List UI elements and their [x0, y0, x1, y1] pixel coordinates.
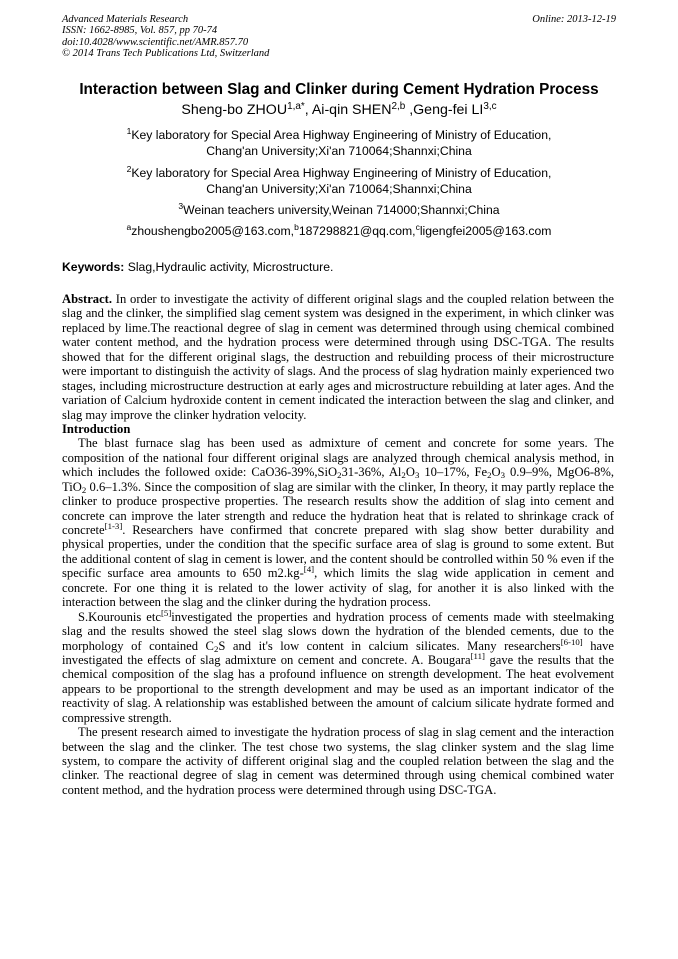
superscript: 1,a* — [287, 101, 305, 112]
superscript: 3,c — [483, 101, 497, 112]
authors — [0, 102, 678, 118]
subscript: 2 — [487, 470, 492, 481]
text-run: gave the results that the chemical composition of the slag has a profound influence on strength development. The heat evolvement appears to be proportional to the strength development and may be used as an important indicator of the reactivity of slag. A relationship was established between the amount of calcium silicate hydrate formed and compressive strength. — [62, 652, 614, 725]
text-run: Abstract. — [62, 292, 113, 306]
text-run: 10–17%, Fe — [419, 465, 488, 480]
subscript: 2 — [401, 470, 406, 481]
online-date: Online: 2013-12-19 — [532, 14, 616, 25]
text-run: Weinan teachers university,Weinan 714000;Shannxi;China — [183, 203, 500, 217]
subscript: 3 — [414, 470, 420, 481]
text-run: , which limits the slag wide application in cement and concrete. For one thing it is related to the lower activity of slag, for another it is also linked with the interaction between the slag and the clinker during the hydration process. — [62, 566, 614, 610]
text-run: ,Geng-fei LI — [405, 102, 484, 118]
superscript: 2 — [126, 164, 132, 174]
paragraph — [62, 725, 614, 797]
doi: doi:10.4028/www.scientific.net/AMR.857.70 — [62, 36, 249, 48]
text-run: ligengfei2005@163.com — [419, 224, 552, 238]
superscript: [6-10] — [560, 636, 583, 647]
issn: ISSN: 1662-8985, Vol. 857, pp 70-74 — [62, 25, 218, 37]
text-run: Sheng-bo ZHOU — [181, 102, 288, 118]
affiliation-1 — [100, 128, 578, 159]
superscript: [4] — [303, 564, 315, 575]
text-run: In order to investigate the activity of different original slags and the coupled relation between the slag and the clinker, the simplified slag cement system was designed in the experiment, in which clinker was replaced by lime.The reactional degree of slag in cement was determined through using chemical combined water content method, and the hydration process were determined through using DSC-TGA. The results showed that for the different original slags, the destruction and rebuilding process of their microstructure were important to distinguish the activity of slags. And the process of slag hydration mainly experienced two stages, including microstructure destruction at early ages and microstructure rebuilding at later ages. And the variation of Calcium hydroxide content in cement indicated the interaction between the slag and clinker, and slag may improve the clinker hydration velocity. — [62, 292, 614, 422]
superscript: 1 — [126, 126, 132, 136]
text-run: Introduction — [62, 421, 131, 436]
journal-name: Advanced Materials Research — [62, 14, 189, 25]
text-run: investigated the properties and hydration process of cements made with steelmaking slag and the results showed the steel slag slows down the hydration of the blended cements, due to the morphology of contained C — [62, 609, 614, 653]
text-run: The blast furnace slag has been used as admixture of cement and concrete for some years. The composition of the national four different original slags are analyzed through chemical analysis method, in which includes the followed oxide: CaO36-39%,SiO — [62, 436, 614, 480]
superscript: [11] — [470, 650, 485, 661]
text-run: 0.9–9%, MgO6-8%, TiO — [62, 465, 614, 494]
superscript: a — [126, 222, 132, 232]
subscript: 3 — [500, 470, 505, 481]
text-run: have investigated the effects of slag admixture on cement and concrete. A. Bougara — [62, 638, 615, 667]
text-run: . Researchers have confirmed that concrete prepared with slag show better durability and physical properties, under the condition that the specific surface area of slag is ground to some extent. But the additional content of slag in cement is lower, and the content should be controlled within 50 % even if the specific surface area amounts to 650 m2.kg- — [62, 523, 614, 581]
subscript: 2 — [213, 643, 219, 654]
superscript: 2,b — [391, 101, 406, 112]
text-run: O — [405, 465, 415, 480]
copyright: © 2014 Trans Tech Publications Ltd, Switzerland — [62, 47, 270, 59]
text-run: Key laboratory for Special Area Highway Engineering of Ministry of Education, Chang'an University;Xi'an 710064;Shannxi;China — [131, 128, 552, 158]
paragraph — [62, 436, 614, 609]
text-run: O — [491, 465, 501, 480]
journal-info — [62, 14, 269, 59]
text-run: S.Kourounis etc — [78, 609, 161, 624]
superscript: 3 — [178, 201, 184, 211]
text-run: , Ai-qin SHEN — [304, 102, 392, 118]
subscript: 2 — [337, 470, 342, 481]
text-run: Key laboratory for Special Area Highway Engineering of Ministry of Education, Chang'an University;Xi'an 710064;Shannxi;China — [131, 166, 552, 196]
affiliation-2 — [100, 166, 578, 197]
text-run: 187298821@qq.com, — [298, 224, 416, 238]
author-emails — [60, 224, 618, 240]
superscript: [1-3] — [104, 521, 123, 531]
paper-title: Interaction between Slag and Clinker during Cement Hydration Process — [79, 81, 599, 98]
body-text — [62, 292, 614, 797]
section-heading — [62, 422, 614, 436]
affiliation-3 — [100, 203, 578, 219]
text-run: 0.6–1.3%. Since the composition of slag are similar with the clinker, In theory, it may partly replace the clinker to produce prospective properties. The research results show the addition of slag into cement and concrete can improve the later strength and reduce the hydration heat that is related to shrinkage crack of concrete — [62, 479, 614, 537]
keywords-text: Slag,Hydraulic activity, Microstructure. — [124, 260, 334, 274]
keywords-label: Keywords: — [62, 260, 125, 274]
superscript: [5] — [160, 607, 172, 618]
text-run: The present research aimed to investigate the hydration process of slag in slag cement and the interaction between the slag and the clinker. The test chose two systems, the slag clinker system and the slag lime system, to compare the activity of different original slag and the coupled relation between the slag and the clinker. The reactional degree of slag in cement was determined through using chemical combined water content method, and the hydration process were determined through using DSC-TGA. — [62, 725, 614, 797]
abstract — [62, 292, 614, 422]
text-run: 31-36%, Al — [341, 465, 402, 480]
superscript: b — [294, 222, 299, 232]
keywords — [62, 260, 333, 274]
text-run: S and it's low content in calcium silicates. Many researchers — [218, 638, 561, 653]
paragraph — [62, 607, 615, 726]
superscript: c — [415, 222, 420, 232]
subscript: 2 — [81, 484, 87, 495]
text-run: zhoushengbo2005@163.com, — [131, 224, 295, 238]
